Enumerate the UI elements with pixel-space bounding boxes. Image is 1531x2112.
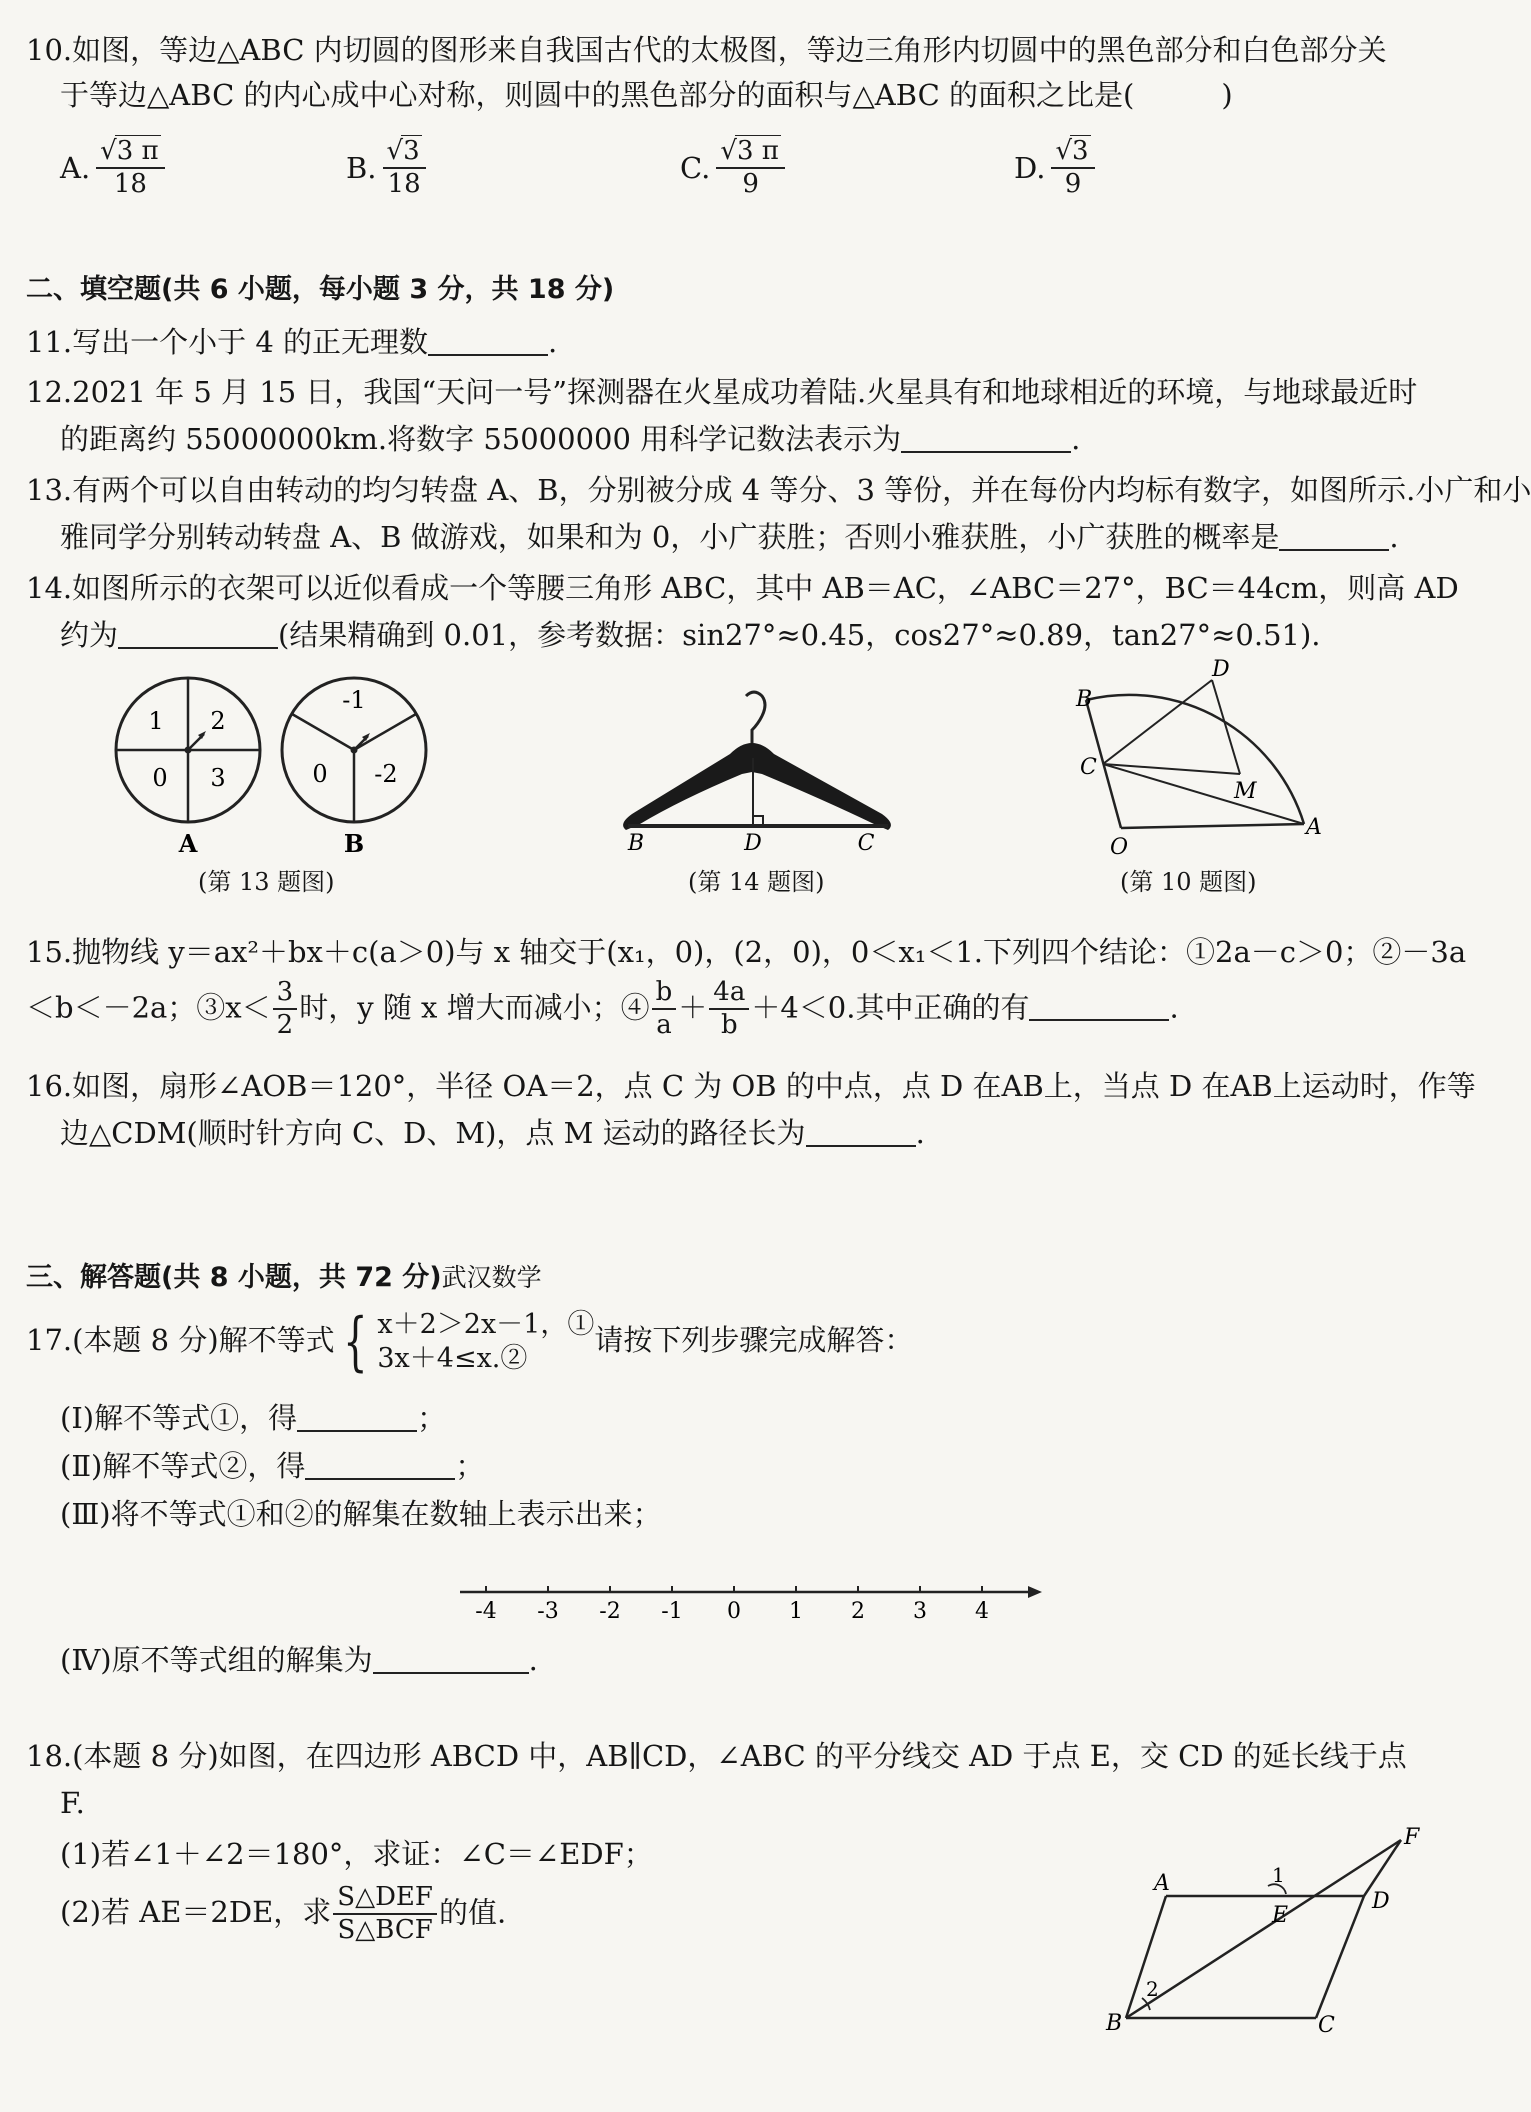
q17-head: 17.(本题 8 分)解不等式 — [26, 1322, 335, 1357]
option-letter: C. — [680, 151, 711, 185]
sector-label-b: B — [1076, 687, 1093, 712]
q17-step4-end: . — [528, 1643, 538, 1677]
q12-answer-blank[interactable] — [901, 419, 1071, 453]
option-a[interactable] — [60, 138, 167, 199]
axis-tick-label: -2 — [599, 1599, 621, 1624]
section-title: 二、填空题 — [26, 274, 161, 305]
q17-step2-blank[interactable] — [305, 1446, 455, 1480]
caption-13: (第 13 题图) — [198, 868, 335, 896]
hanger-label-c: C — [857, 831, 875, 856]
sector-label-a: A — [1306, 815, 1322, 840]
option-numerator: 3 π — [736, 136, 779, 166]
q12-end: . — [1071, 421, 1081, 456]
caption-10: (第 10 题图) — [1120, 868, 1257, 896]
q15-end: . — [1169, 989, 1179, 1024]
sector-label-d: D — [1212, 657, 1230, 682]
sector-label-c: C — [1080, 755, 1097, 780]
q17-step4-text: (Ⅳ)原不等式组的解集为 — [60, 1643, 373, 1677]
question-17 — [26, 1304, 1466, 1379]
q16-line2: 边△CDM(顺时针方向 C、D、M)，点 M 运动的路径长为 — [60, 1115, 806, 1150]
q17-step-3 — [26, 1494, 1466, 1535]
option-denominator: 9 — [1064, 169, 1082, 200]
axis-tick-label: 4 — [975, 1599, 989, 1624]
option-fraction: $\frac{√3 \pi}{18}$ — [96, 138, 164, 199]
inequality-1: x＋2＞2x－1，① — [377, 1309, 595, 1340]
q16-line1: 16.如图，扇形∠AOB＝120°，半径 OA＝2，点 C 为 OB 的中点，点 D 在AB上，当点 D 在AB上运动时，作等 — [26, 1069, 1476, 1103]
spinner-a-figure — [108, 674, 268, 860]
spinner-b-number: 0 — [312, 760, 328, 788]
q16-end: . — [915, 1115, 925, 1150]
sector-label-m: M — [1234, 779, 1257, 804]
q14-line2a: 约为 — [60, 617, 119, 652]
q18-area-fraction: $\frac{\text{S△DEF}}{\text{S△BCF}}$ — [333, 1884, 437, 1945]
q17-tail: 请按下列步骤完成解答： — [594, 1322, 914, 1357]
q15-line2c: ＋4＜0.其中正确的有 — [751, 989, 1030, 1024]
q10-options — [26, 138, 1466, 218]
axis-tick-label: 0 — [727, 1599, 741, 1624]
option-b[interactable] — [346, 138, 428, 199]
q17-step-1 — [26, 1398, 1466, 1439]
option-letter: D. — [1014, 151, 1046, 185]
spinner-a-number: 1 — [148, 707, 164, 735]
option-denominator: 18 — [387, 169, 421, 200]
spinner-b-label: B — [343, 829, 365, 858]
caption-14: (第 14 题图) — [688, 868, 825, 896]
question-18 — [26, 1736, 1466, 1823]
quad-label-e: E — [1272, 1903, 1289, 1928]
sector-label-o: O — [1110, 835, 1129, 860]
q17-step2-text: (Ⅱ)解不等式②，得 — [60, 1449, 306, 1483]
q15-plus: ＋ — [678, 989, 708, 1024]
q18-line2: F. — [60, 1785, 85, 1820]
hanger-label-d: D — [744, 831, 762, 856]
hanger-label-b: B — [627, 831, 645, 856]
axis-tick-label: 2 — [851, 1599, 865, 1624]
section-note: (共 8 小题，共 72 分) — [161, 1262, 442, 1293]
q17-step3-text: (Ⅲ)将不等式①和②的解集在数轴上表示出来； — [60, 1497, 662, 1531]
option-denominator: 18 — [113, 169, 147, 200]
number-line — [450, 1572, 1050, 1632]
spinner-b-number: -1 — [342, 686, 366, 714]
axis-tick-label: 1 — [789, 1599, 803, 1624]
axis-tick-label: 3 — [913, 1599, 927, 1624]
spinner-b-number: -2 — [374, 760, 398, 788]
quad-label-b: B — [1106, 2011, 1123, 2036]
spinner-a-label: A — [178, 829, 198, 858]
angle-1-label: 1 — [1272, 1863, 1285, 1887]
q15-line2a: ＜b＜－2a；③x＜ — [26, 989, 271, 1024]
option-denominator: 9 — [742, 169, 759, 200]
inequality-2: 3x＋4≤x.② — [377, 1342, 528, 1374]
q11-end: . — [548, 325, 558, 359]
q14-line2b: (结果精确到 0.01，参考数据：sin27°≈0.45，cos27°≈0.89，tan27°≈0.51). — [278, 617, 1321, 652]
quadrilateral-figure — [1096, 1820, 1436, 2040]
q13-line2: 雅同学分别转动转盘 A、B 做游戏，如果和为 0，小广获胜；否则小雅获胜，小广获胜的概率是 — [60, 519, 1280, 554]
q18-part1-text: (1)若∠1＋∠2＝180°，求证：∠C＝∠EDF； — [60, 1837, 653, 1871]
q15-line2b: 时，y 随 x 增大而减小；④ — [299, 989, 650, 1024]
q15-line1: 15.抛物线 y＝ax²＋bx＋c(a＞0)与 x 轴交于(x₁，0)，(2，0)，0＜x₁＜1.下列四个结论：①2a－c＞0；②－3a — [26, 935, 1467, 969]
q13-answer-blank[interactable] — [1279, 517, 1389, 551]
section-2-heading — [26, 268, 1466, 309]
q17-step4-blank[interactable] — [373, 1640, 529, 1674]
sector-figure — [1060, 657, 1322, 862]
q10-line1: 10.如图，等边△ABC 内切圆的图形来自我国古代的太极图，等边三角形内切圆中的黑色部分和白色部分关 — [26, 33, 1387, 67]
q11-answer-blank[interactable] — [428, 322, 548, 356]
section-title: 三、解答题 — [26, 1262, 161, 1293]
q15-answer-blank[interactable] — [1029, 987, 1169, 1021]
option-numerator: 3 — [403, 136, 420, 166]
option-numerator: 3 — [1072, 136, 1089, 166]
q18-part2b-text: 的值. — [438, 1895, 507, 1930]
q17-step2-end: ； — [455, 1449, 485, 1483]
q14-line1: 14.如图所示的衣架可以近似看成一个等腰三角形 ABC，其中 AB＝AC，∠ABC＝27°，BC＝44cm，则高 AD — [26, 571, 1459, 605]
q18-line1: 18.(本题 8 分)如图，在四边形 ABCD 中，AB∥CD，∠ABC 的平分线交 AD 于点 E，交 CD 的延长线于点 — [26, 1739, 1407, 1773]
q12-line2: 的距离约 55000000km.将数字 55000000 用科学记数法表示为 — [60, 421, 902, 456]
q17-step1-text: (Ⅰ)解不等式①，得 — [60, 1401, 298, 1435]
option-fraction: $\frac{√3 \pi}{9}$ — [716, 138, 784, 199]
q17-step-4 — [26, 1640, 1466, 1681]
question-13 — [26, 470, 1531, 557]
section-3-heading — [26, 1256, 1466, 1297]
inequality-system: { x＋2＞2x－1，① 3x＋4≤x.② — [342, 1304, 595, 1379]
q14-answer-blank[interactable] — [118, 615, 278, 649]
q18-part2a-text: (2)若 AE＝2DE，求 — [60, 1895, 332, 1930]
q11-text: 11.写出一个小于 4 的正无理数 — [26, 325, 429, 359]
option-fraction: $\frac{√3}{18}$ — [383, 138, 426, 199]
option-letter: B. — [346, 151, 377, 185]
quad-label-f: F — [1404, 1825, 1420, 1850]
axis-tick-label: -1 — [661, 1599, 683, 1624]
option-numerator: 3 π — [116, 136, 159, 166]
section-note: (共 6 小题，每小题 3 分，共 18 分) — [161, 274, 615, 305]
option-letter: A. — [60, 151, 91, 185]
option-fraction: $\frac{√3}{9}$ — [1051, 138, 1094, 199]
q10-line2: 于等边△ABC 的内心成中心对称，则圆中的黑色部分的面积与△ABC 的面积之比是( ) — [60, 77, 1233, 112]
q12-line1: 12.2021 年 5 月 15 日，我国“天问一号”探测器在火星成功着陆.火星具有和地球相近的环境，与地球最近时 — [26, 375, 1418, 409]
spinner-b-figure — [274, 674, 434, 860]
q13-line1: 13.有两个可以自由转动的均匀转盘 A、B，分别被分成 4 等分、3 等份，并在每份内均标有数字，如图所示.小广和小 — [26, 473, 1531, 507]
q17-step-2 — [26, 1446, 1466, 1487]
question-12 — [26, 372, 1466, 459]
question-14 — [26, 568, 1466, 655]
question-10 — [26, 30, 1466, 115]
question-11 — [26, 322, 1466, 363]
quad-label-d: D — [1372, 1889, 1390, 1914]
q16-answer-blank[interactable] — [806, 1113, 916, 1147]
axis-tick-label: -3 — [537, 1599, 559, 1624]
axis-tick-label: -4 — [475, 1599, 497, 1624]
q15-fraction: $\frac{3}{2}$ — [273, 979, 298, 1040]
spinner-a-number: 3 — [210, 764, 226, 792]
quad-label-c: C — [1318, 2013, 1335, 2038]
spinner-a-number: 0 — [152, 764, 168, 792]
option-d[interactable] — [1014, 138, 1097, 199]
q17-step1-end: ； — [417, 1401, 447, 1435]
q13-end: . — [1389, 519, 1399, 554]
option-c[interactable] — [680, 138, 787, 199]
q15-fraction: $\frac{4a}{b}$ — [709, 979, 749, 1040]
spinner-a-number: 2 — [210, 707, 226, 735]
angle-2-label: 2 — [1146, 1977, 1159, 2001]
hanger-figure — [612, 674, 902, 854]
quad-label-a: A — [1154, 1871, 1170, 1896]
question-15 — [26, 932, 1466, 1039]
q17-step1-blank[interactable] — [297, 1398, 417, 1432]
question-16 — [26, 1066, 1476, 1153]
q15-fraction: $\frac{b}{a}$ — [652, 979, 677, 1040]
section-stamp: 武汉数学 — [441, 1263, 542, 1292]
